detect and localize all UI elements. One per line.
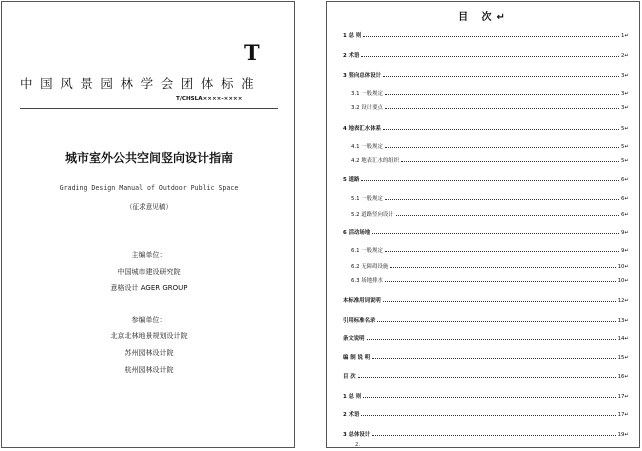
toc-entry	[351, 99, 629, 111]
draft-note: （征求意见稿）	[125, 203, 173, 211]
chief-editor-unit: 意格设计 AGER GROUP	[110, 284, 188, 292]
toc-entry-page: 9↵	[621, 230, 629, 236]
toc-entry-label: 5.2 道路竖向设计	[351, 212, 394, 218]
toc-leader-dots	[385, 147, 619, 148]
toc-leader-dots	[385, 108, 619, 109]
toc-entry-page: 3↵	[621, 105, 629, 111]
toc-entry-label: 本标准用词说明	[343, 298, 381, 304]
toc-entry-page: 19↵	[617, 432, 629, 438]
toc-entry	[351, 190, 629, 202]
toc-entry	[351, 206, 629, 218]
toc-entry-label: 引用标准名录	[343, 318, 376, 324]
toc-entry	[343, 349, 629, 361]
toc-leader-dots	[363, 397, 615, 398]
toc-leader-dots	[363, 36, 619, 37]
toc-entry-label: 1 总 则	[343, 33, 362, 39]
toc-entry	[351, 138, 629, 150]
toc-entry-label: 6.2 无障碍设施	[351, 264, 389, 270]
toc-leader-dots	[361, 56, 619, 57]
toc-leader-dots	[383, 76, 619, 77]
toc-title: 目 次↵	[458, 12, 510, 23]
document-title: 城市室外公共空间竖向设计指南	[64, 151, 233, 165]
chief-editor-label: 主编单位：	[131, 251, 167, 259]
toc-entry-page: 16↵	[617, 374, 629, 380]
chief-editor-unit: 中国城市建设研究院	[117, 268, 181, 276]
toc-entry-label: 2 术语	[343, 412, 360, 418]
toc-leader-dots	[383, 301, 616, 302]
toc-entry-label: 条文说明	[343, 336, 365, 342]
toc-entry	[343, 388, 629, 400]
toc-entry-label: 1 总 则	[343, 394, 362, 400]
toc-entry	[343, 368, 629, 380]
toc-entry-label: 3.2 设计要点	[351, 105, 383, 111]
toc-entry-label: 6 活动场地	[343, 230, 371, 236]
toc-entry-label: 目 次	[343, 374, 356, 380]
toc-entry-page: 3↵	[621, 91, 629, 97]
participant-unit: 杭州园林设计院	[124, 366, 174, 374]
toc-entry-label: 5.1 一般规定	[351, 196, 383, 202]
toc-leader-dots	[367, 339, 616, 340]
toc-entry-page: 5↵	[621, 158, 629, 164]
toc-leader-dots	[390, 267, 615, 268]
toc-entry	[343, 406, 629, 418]
toc-entry-page: 10↵	[617, 264, 629, 270]
toc-entry-page: 17↵	[617, 394, 629, 400]
toc-entry-page: 3↵	[621, 73, 629, 79]
toc-leader-dots	[377, 321, 615, 322]
toc-entry-page: 12↵	[617, 298, 629, 304]
toc-entry-page: 14↵	[617, 336, 629, 342]
toc-entry	[343, 426, 629, 438]
toc-entry-page: 6↵	[621, 212, 629, 218]
organization-heading: 中国风景园林学会团体标准	[20, 76, 262, 91]
toc-entry	[343, 224, 629, 236]
table-of-contents-page	[326, 1, 640, 448]
toc-entry	[343, 292, 629, 304]
toc-entry	[343, 27, 629, 39]
toc-entry-page: 2↵	[621, 53, 629, 59]
toc-entry-label: 4 地表汇水体系	[343, 126, 381, 132]
header-divider	[20, 108, 278, 109]
toc-entry-page: 6↵	[621, 196, 629, 202]
toc-entry-label: 3.1 一般规定	[351, 91, 383, 97]
toc-entry	[343, 312, 629, 324]
toc-entry-page: 5↵	[621, 144, 629, 150]
toc-entry-label: 5 道路	[343, 177, 360, 183]
participant-unit: 北京北林地景规划设计院	[110, 332, 188, 340]
standard-number: T/CHSLA××××-××××	[176, 96, 243, 102]
toc-leader-dots	[396, 215, 619, 216]
toc-leader-dots	[372, 358, 615, 359]
toc-entry-page: 1↵	[621, 33, 629, 39]
toc-entry	[343, 330, 629, 342]
toc-entry	[343, 171, 629, 183]
toc-entry-page: 6↵	[621, 177, 629, 183]
toc-entry	[351, 258, 629, 270]
toc-entry-label: 2 术语	[343, 53, 360, 59]
document-title-english: Grading Design Manual of Outdoor Public Space	[59, 184, 239, 192]
toc-entry-label: 6.1 一般规定	[351, 248, 383, 254]
toc-entry	[343, 67, 629, 79]
toc-entry-label: 编 制 说 明	[343, 355, 371, 361]
toc-entry-page: 9↵	[621, 248, 629, 254]
toc-entry	[351, 272, 629, 284]
standard-type-letter: T	[244, 40, 260, 65]
toc-leader-dots	[385, 199, 619, 200]
toc-entry-page: 13↵	[617, 318, 629, 324]
toc-entry-label: 3 竖向总体设计	[343, 73, 381, 79]
toc-entry-page: 17↵	[617, 412, 629, 418]
toc-leader-dots	[385, 281, 616, 282]
toc-leader-dots	[372, 435, 615, 436]
toc-entry-label: 4.2 地表汇水的组织	[351, 158, 400, 164]
toc-entry-label: 4.1 一般规定	[351, 144, 383, 150]
toc-leader-dots	[358, 377, 616, 378]
toc-entry	[351, 242, 629, 254]
toc-leader-dots	[401, 161, 619, 162]
toc-leader-dots	[385, 94, 619, 95]
toc-leader-dots	[361, 180, 619, 181]
cover-page	[1, 1, 295, 448]
toc-entry-page: 15↵	[617, 355, 629, 361]
toc-leader-dots	[385, 251, 619, 252]
participant-unit: 苏州园林设计院	[124, 349, 174, 357]
toc-entry	[343, 120, 629, 132]
toc-entry-label: 6.3 场地排水	[351, 278, 383, 284]
toc-entry	[351, 152, 629, 164]
toc-entry	[351, 85, 629, 97]
toc-leader-dots	[383, 129, 619, 130]
toc-entry-page: 5↵	[621, 126, 629, 132]
toc-entry	[343, 47, 629, 59]
participant-label: 参编单位：	[131, 316, 167, 324]
toc-leader-dots	[372, 233, 619, 234]
toc-entry-label: 3 总体设计	[343, 432, 371, 438]
truncated-entry: 2.	[355, 442, 361, 448]
toc-entry-page: 10↵	[617, 278, 629, 284]
toc-leader-dots	[361, 415, 615, 416]
